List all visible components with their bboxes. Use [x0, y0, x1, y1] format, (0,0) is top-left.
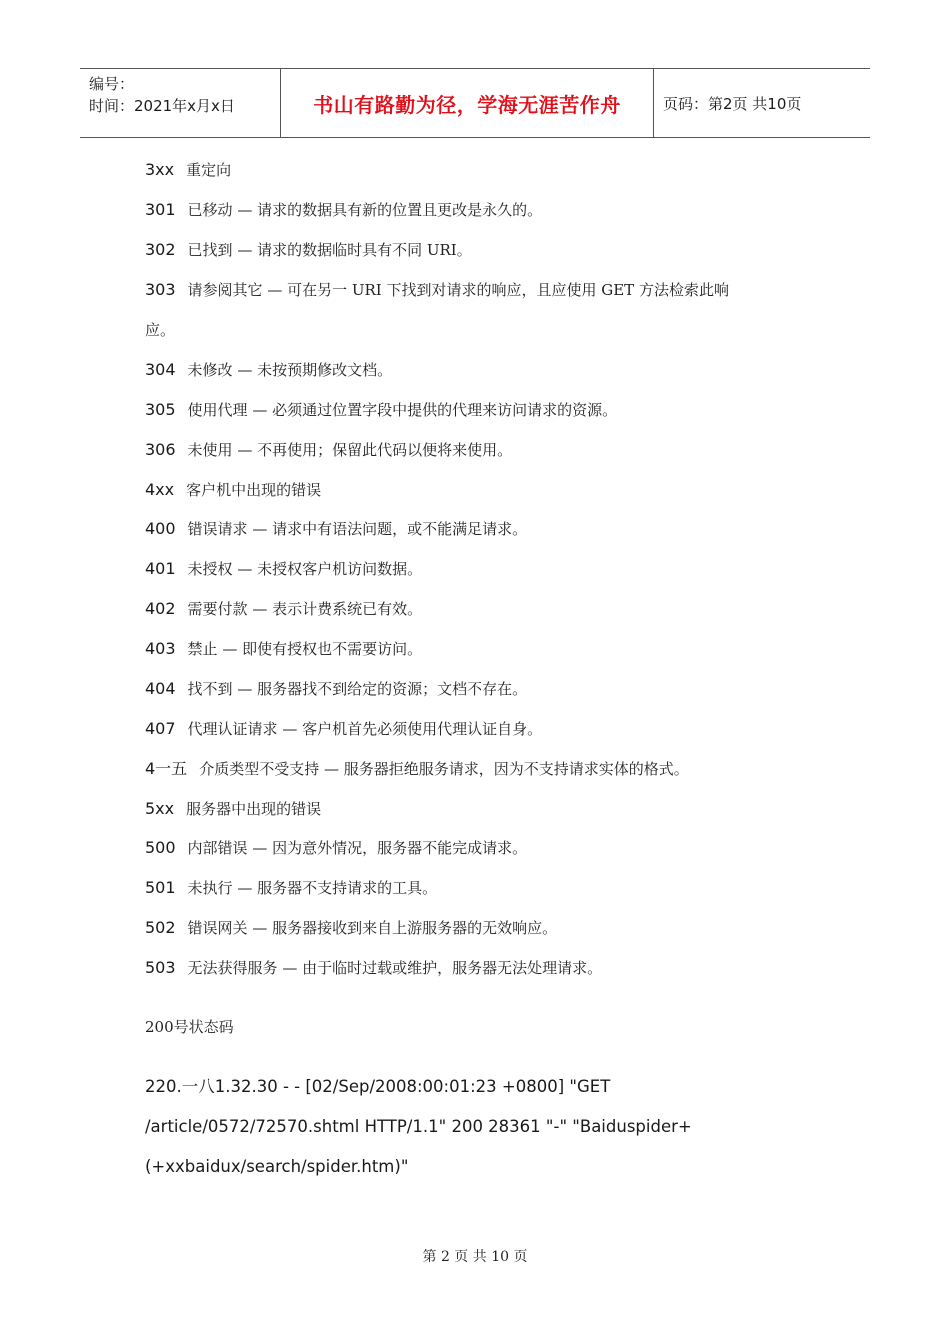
status-code: 4xx — [145, 480, 175, 499]
status-code: 4一五 — [145, 759, 188, 778]
status-line-400 — [145, 517, 527, 541]
status-line-301 — [145, 198, 542, 222]
header-motto-cell — [281, 69, 654, 137]
status-description: 未使用 — 不再使用；保留此代码以便将来使用。 — [187, 441, 513, 459]
status-description: 找不到 — 服务器找不到给定的资源；文档不存在。 — [187, 680, 528, 698]
status-description: 无法获得服务 — 由于临时过载或维护，服务器无法处理请求。 — [187, 959, 603, 977]
status-line-303 — [145, 278, 729, 302]
status-code: 404 — [145, 679, 176, 698]
section-title: 200号状态码 — [145, 1018, 234, 1036]
status-code: 302 — [145, 240, 176, 259]
status-description: 未修改 — 未按预期修改文档。 — [187, 361, 393, 379]
status-code: 403 — [145, 639, 176, 658]
status-description: 未执行 — 服务器不支持请求的工具。 — [187, 879, 438, 897]
header-motto: 书山有路勤为径，学海无涯苦作舟 — [313, 92, 621, 117]
status-code: 3xx — [145, 160, 175, 179]
status-description: 代理认证请求 — 客户机首先必须使用代理认证自身。 — [187, 720, 543, 738]
log-line: /article/0572/72570.shtml HTTP/1.1" 200 28361 "-" "Baiduspider+ — [145, 1117, 692, 1136]
status-line-500 — [145, 836, 527, 860]
status-line-303-cont — [145, 318, 175, 342]
status-description: 已移动 — 请求的数据具有新的位置且更改是永久的。 — [187, 201, 543, 219]
status-code: 407 — [145, 719, 176, 738]
status-line-302 — [145, 238, 472, 262]
status-description: 重定向 — [186, 161, 232, 179]
status-line-4xx — [145, 478, 321, 502]
status-description: 请参阅其它 — 可在另一 URI 下找到对请求的响应，且应使用 GET 方法检索此响 — [187, 281, 729, 299]
status-line-404 — [145, 677, 527, 701]
status-line-415 — [145, 757, 689, 781]
status-code: 401 — [145, 559, 176, 578]
status-code: 303 — [145, 280, 176, 299]
log-line: (+xxbaidux/search/spider.htm)" — [145, 1157, 409, 1176]
status-line-403 — [145, 637, 422, 661]
status-description: 错误网关 — 服务器接收到来自上游服务器的无效响应。 — [187, 919, 558, 937]
status-description: 已找到 — 请求的数据临时具有不同 URI。 — [187, 241, 472, 259]
status-line-305 — [145, 398, 617, 422]
status-line-407 — [145, 717, 542, 741]
status-description: 禁止 — 即使有授权也不需要访问。 — [187, 640, 423, 658]
header-page-info: 页码：第2页 共10页 — [663, 94, 802, 113]
status-code: 306 — [145, 440, 176, 459]
header-meta — [80, 69, 281, 137]
header-page-info-cell — [654, 69, 870, 137]
status-line-402 — [145, 597, 422, 621]
status-code: 305 — [145, 400, 176, 419]
status-code: 402 — [145, 599, 176, 618]
status-code: 502 — [145, 918, 176, 937]
status-line-5xx — [145, 797, 321, 821]
status-code: 304 — [145, 360, 176, 379]
status-description: 内部错误 — 因为意外情况，服务器不能完成请求。 — [187, 839, 528, 857]
document-number-label: 编号： — [89, 75, 135, 93]
status-code: 501 — [145, 878, 176, 897]
status-code: 400 — [145, 519, 176, 538]
status-line-503 — [145, 956, 602, 980]
status-description: 未授权 — 未授权客户机访问数据。 — [187, 560, 423, 578]
page-header — [80, 68, 870, 138]
status-code: 500 — [145, 838, 176, 857]
log-line: 220.一八1.32.30 - - [02/Sep/2008:00:01:23 +0800] "GET — [145, 1077, 611, 1096]
status-line-3xx — [145, 158, 231, 182]
status-description-continued: 应。 — [145, 321, 176, 339]
status-description: 需要付款 — 表示计费系统已有效。 — [187, 600, 423, 618]
status-code: 5xx — [145, 799, 175, 818]
document-date: 时间：2021年x月x日 — [89, 97, 235, 115]
status-description: 介质类型不受支持 — 服务器拒绝服务请求，因为不支持请求实体的格式。 — [199, 760, 689, 778]
status-line-306 — [145, 438, 512, 462]
status-description: 服务器中出现的错误 — [186, 800, 322, 818]
status-line-401 — [145, 557, 422, 581]
status-line-501 — [145, 876, 437, 900]
status-description: 客户机中出现的错误 — [186, 481, 322, 499]
status-line-502 — [145, 916, 557, 940]
status-code: 301 — [145, 200, 176, 219]
status-code: 503 — [145, 958, 176, 977]
status-line-304 — [145, 358, 392, 382]
status-description: 使用代理 — 必须通过位置字段中提供的代理来访问请求的资源。 — [187, 401, 618, 419]
status-description: 错误请求 — 请求中有语法问题，或不能满足请求。 — [187, 520, 528, 538]
page-footer: 第 2 页 共 10 页 — [422, 1249, 528, 1265]
